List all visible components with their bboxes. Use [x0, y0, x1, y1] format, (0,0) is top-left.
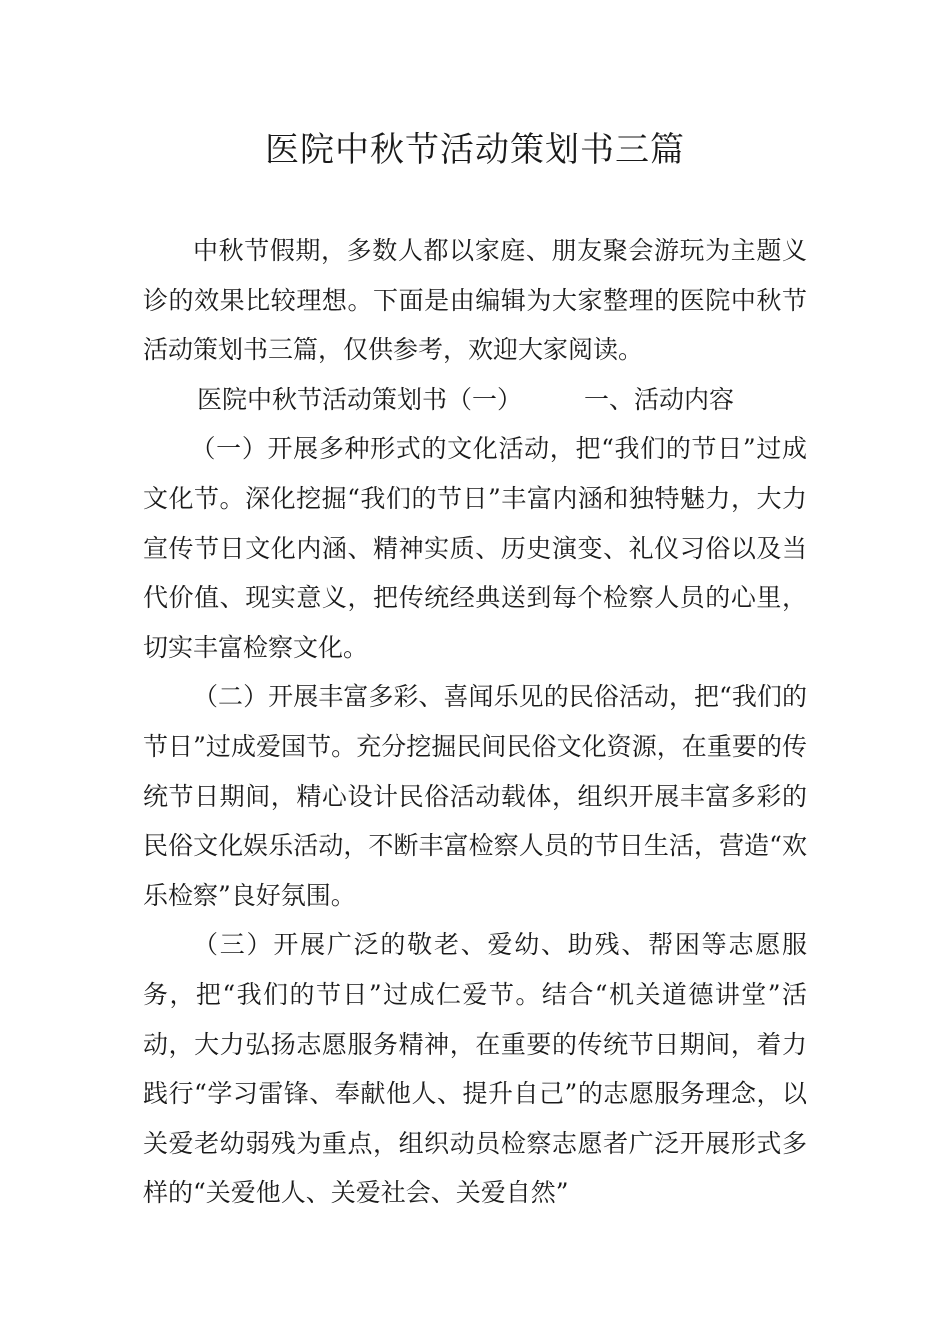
content-paragraph-2: （二）开展丰富多彩、喜闻乐见的民俗活动，把“我们的节日”过成爱国节。充分挖掘民间民俗文化资源，在重要的传统节日期间，精心设计民俗活动载体，组织开展丰富多彩的民俗文化娱乐活动，不断丰富检察人员的节日生活，营造“欢乐检察”良好氛围。: [143, 682, 807, 910]
intro-paragraph: 中秋节假期，多数人都以家庭、朋友聚会游玩为主题义诊的效果比较理想。下面是由编辑为大家整理的医院中秋节活动策划书三篇，仅供参考，欢迎大家阅读。: [143, 236, 807, 365]
document-title: 医院中秋节活动策划书三篇: [265, 130, 685, 170]
section-heading: 医院中秋节活动策划书（一）: [197, 384, 523, 414]
document-body: [143, 226, 807, 1218]
content-paragraph-3: （三）开展广泛的敬老、爱幼、助残、帮困等志愿服务，把“我们的节日”过成仁爱节。结合“机关道德讲堂”活动，大力弘扬志愿服务精神，在重要的传统节日期间，着力践行“学习雷锋、奉献他人、提升自己”的志愿服务理念，以关爱老幼弱残为重点，组织动员检察志愿者广泛开展形式多样的“关爱他人、关爱社会、关爱自然”: [143, 930, 807, 1208]
section-heading-line: [143, 375, 807, 425]
content-paragraph-1: （一）开展多种形式的文化活动，把“我们的节日”过成文化节。深化挖掘“我们的节日”丰富内涵和独特魅力，大力宣传节日文化内涵、精神实质、历史演变、礼仪习俗以及当代价值、现实意义，把传统经典送到每个检察人员的心里，切实丰富检察文化。: [143, 434, 807, 662]
subsection-heading: 一、活动内容: [584, 384, 735, 414]
